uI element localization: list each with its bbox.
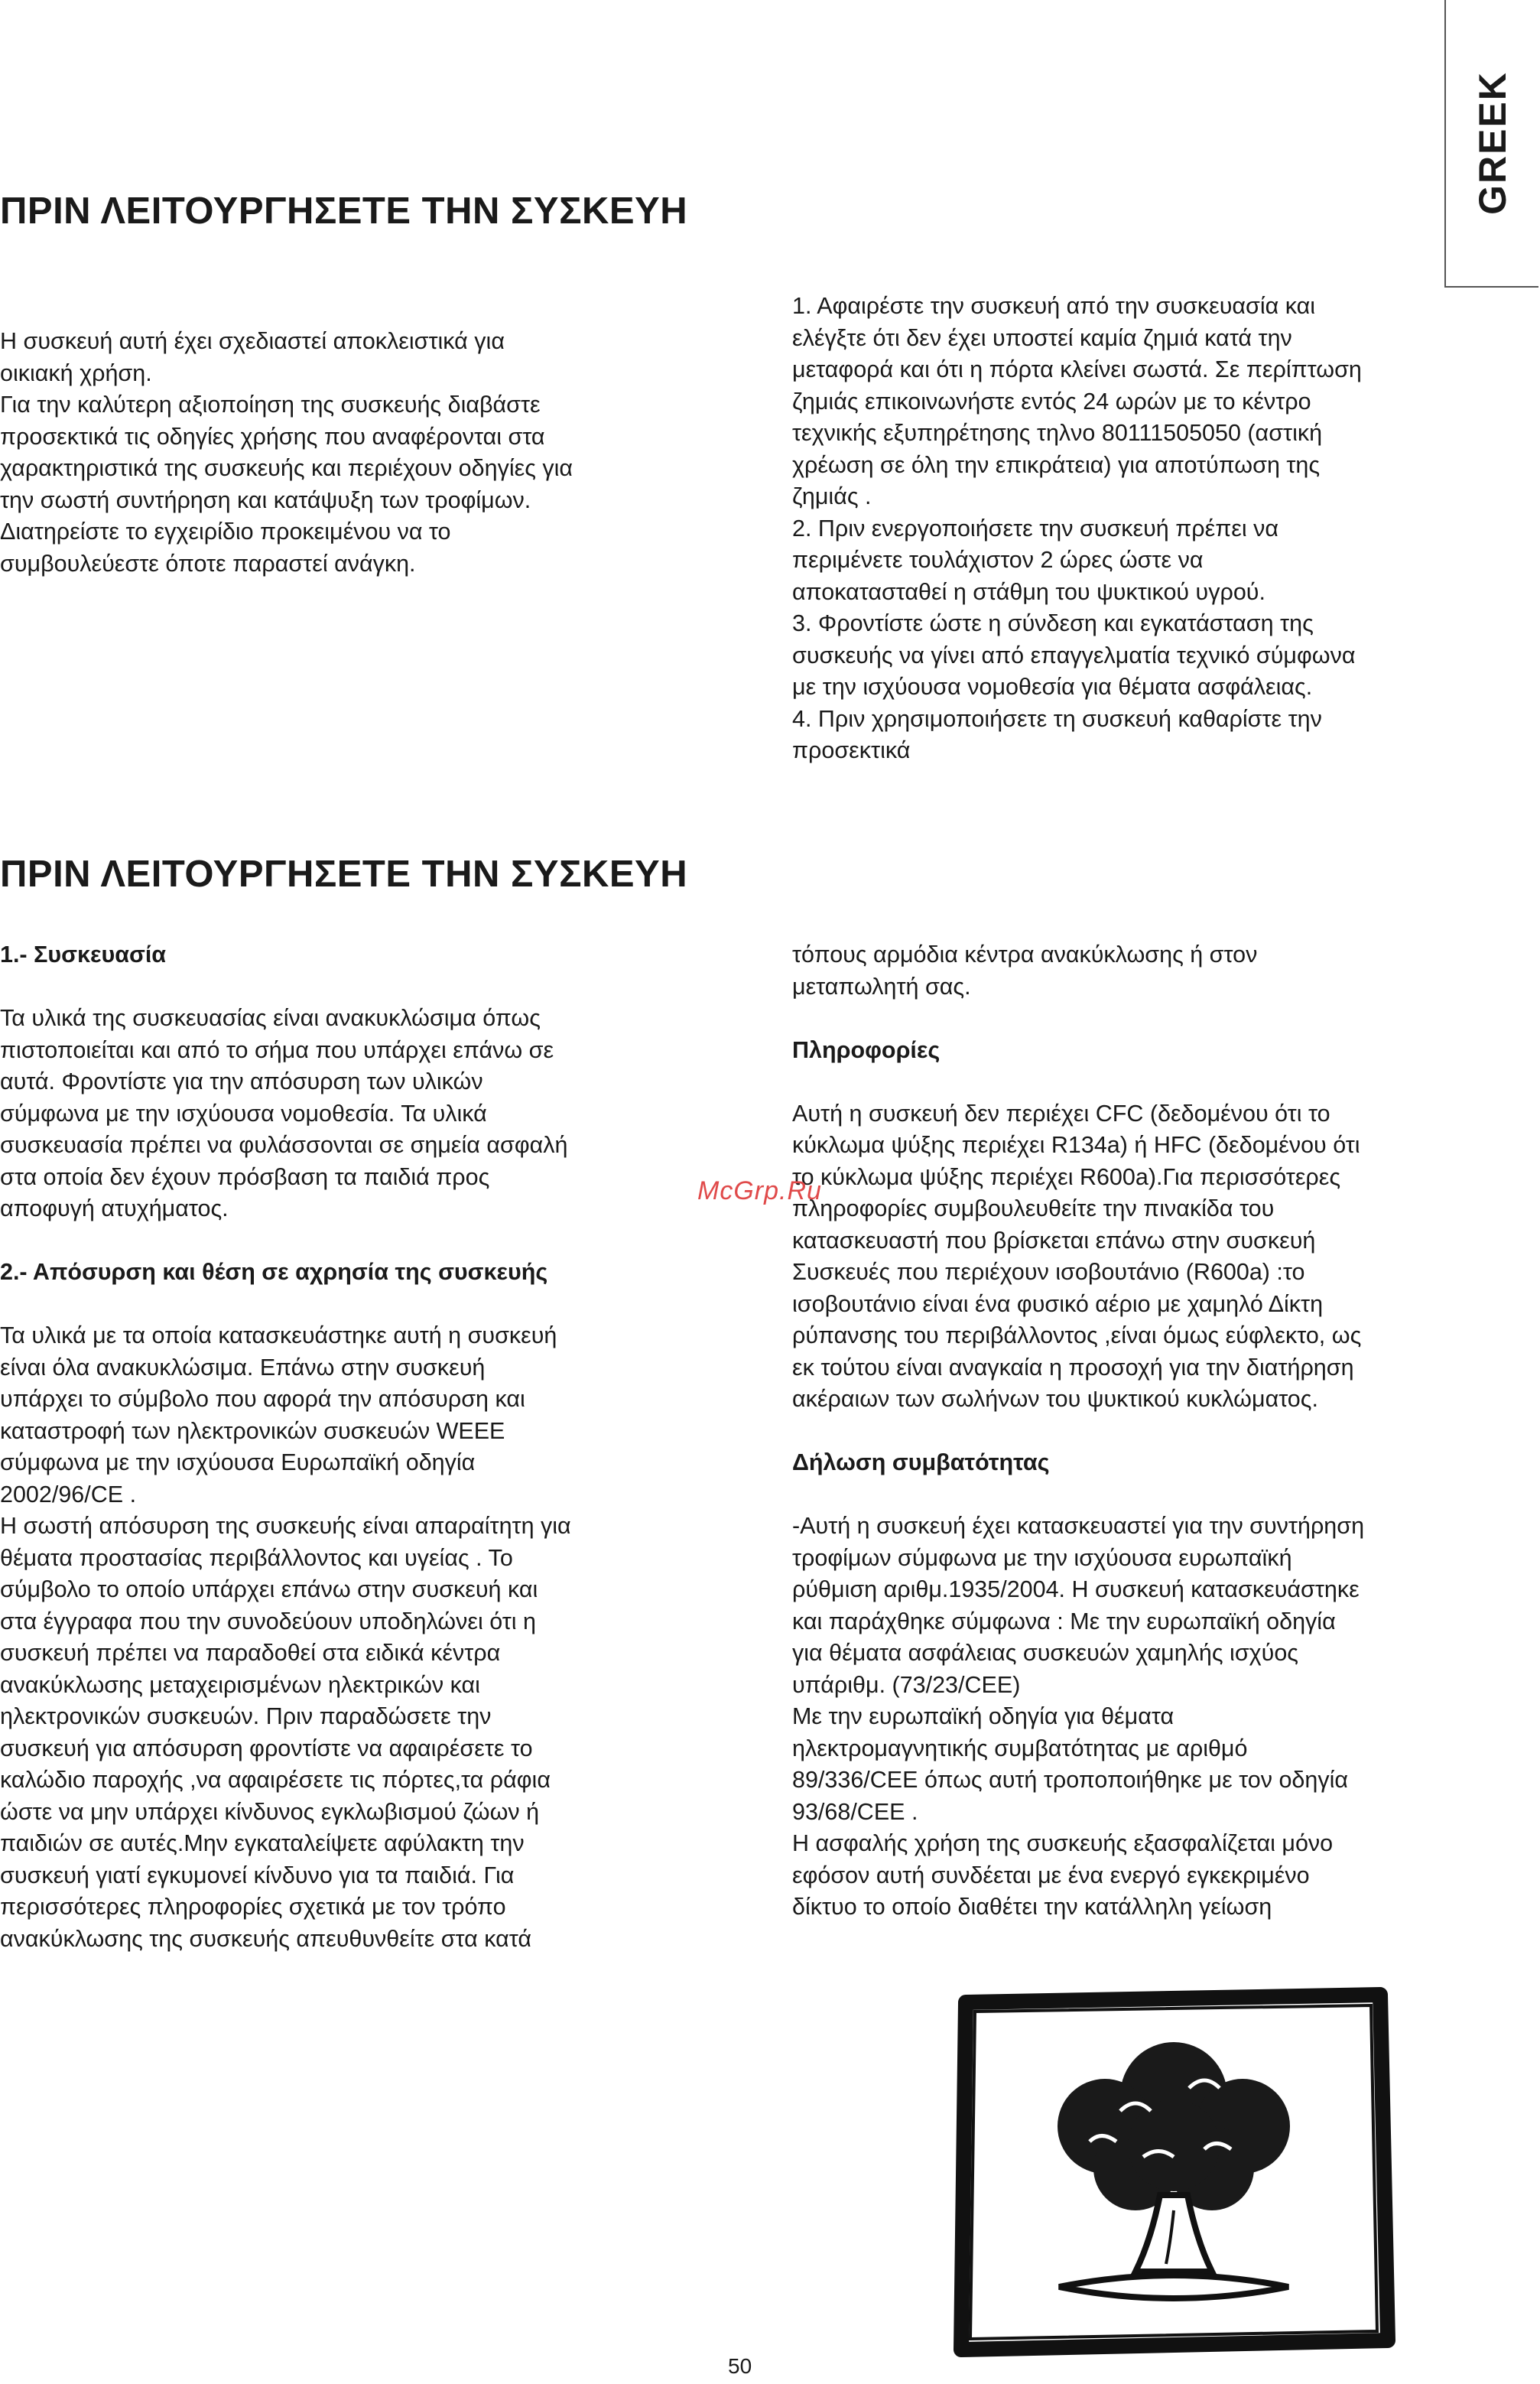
- section1-steps-text: 1. Αφαιρέστε την συσκευή από την συσκευασία και ελέγξτε ότι δεν έχει υποστεί καμία ζημιά κατά την μεταφορά και ότι η πόρτα κλείνει σωστά. Σε περίπτωση ζημιάς επικοινωνήστε εντός 24 ωρών με το κέντρο τεχνικής εξυπηρέτησης τηλνο 80111505050 (αστική χρέωση σε όλη την επικράτεια) για αποτύπωση της ζημιάς . 2. Πριν ενεργοποιήσετε την συσκευή πρέπει να περιμένετε τουλάχιστον 2 ώρες ώστε να αποκατασταθεί η στάθμη του ψυκτικού υγρού. 3. Φροντίστε ώστε η σύνδεση και εγκατάσταση της συσκευής να γίνει από επαγγελματία τεχνικό σύμφωνα με την ισχύουσα νομοθεσία για θέματα ασφάλειας. 4. Πριν χρησιμοποιήσετε τη συσκευή καθαρίστε την προσεκτικά: [792, 293, 1362, 763]
- right-intro-text: τόπους αρμόδια κέντρα ανακύκλωσης ή στον μεταπωλητή σας.: [792, 942, 1258, 1000]
- info-text: Αυτή η συσκευή δεν περιέχει CFC (δεδομένου ότι το κύκλωμα ψύξης περιέχει R134a) ή HFC (δεδομένου ότι το κύκλωμα ψύξης περιέχει R600a).Για περισσότερες πληροφορίες συμβουλευθείτε την πινακίδα του κατασκευαστή που βρίσκεται επάνω στην συσκευή Συσκευές που περιέχουν ισοβουτάνιο (R600a) :το ισοβουτάνιο είναι ένα φυσικό αέριο με χαμηλό Δίκτη ρύπανσης του περιβάλλοντος ,είναι όμως εύφλεκτο, ως εκ τούτου είναι αναγκαία η προσοχή για την διατήρηση ακέραιων των σωλήνων του ψυκτικού κυκλώματος.: [792, 1100, 1362, 1412]
- packaging-heading: 1.- Συσκευασία: [0, 942, 167, 968]
- section2-title: ΠΡΙΝ ΛΕΙΤΟΥΡΓΗΣΕΤΕ ΤΗΝ ΣΥΣΚΕΥΗ: [0, 854, 688, 895]
- compliance-text: -Αυτή η συσκευή έχει κατασκευαστεί για την συντήρηση τροφίμων σύμφωνα με την ισχύουσα ευρωπαϊκή ρύθμιση αριθμ.1935/2004. Η συσκευή κατασκευάστηκε και παράχθηκε σύμφωνα : Με την ευρωπαϊκή οδηγία για θέματα ασφάλειας συσκευών χαμηλής ισχύος υπάριθμ. (73/23/CEE) Με την ευρωπαϊκή οδηγία για θέματα ηλεκτρομαγνητικής συμβατότητας με αριθμό 89/336/CEE όπως αυτή τροποποιήθηκε με τον οδηγία 93/68/CEE . Η ασφαλής χρήση της συσκευής εξασφαλίζεται μόνο εφόσον αυτή συνδέεται με ένα ενεργό εγκεκριμένο δίκτυο το οποίο διαθέτει την κατάλληλη γείωση: [792, 1513, 1365, 1920]
- section2-left-column: [0, 939, 734, 1955]
- tree-icon: [944, 1981, 1403, 2363]
- language-tab: [1444, 0, 1538, 288]
- language-tab-label: GREEK: [1470, 71, 1514, 215]
- section1-intro-text: Η συσκευή αυτή έχει σχεδιαστεί αποκλειστικά για οικιακή χρήση. Για την καλύτερη αξιοποίηση της συσκευής διαβάστε προσεκτικά τις οδηγίες χρήσης που αναφέρονται στα χαρακτηριστικά της συσκευής και περιέχουν οδηγίες για την σωστή συντήρηση και κατάψυξη των τροφίμων. Διατηρείστε το εγχειρίδιο προκειμένου να το συμβουλεύεστε όποτε παραστεί ανάγκη.: [0, 328, 573, 577]
- watermark: McGrp.Ru: [697, 1176, 822, 1205]
- compliance-heading: Δήλωση συμβατότητας: [792, 1449, 1050, 1475]
- section1-intro: [0, 326, 734, 580]
- recycle-tree-emblem: [944, 1981, 1403, 2363]
- disposal-heading: 2.- Απόσυρση και θέση σε αχρησία της συσκευής: [0, 1259, 548, 1285]
- section1-steps: [792, 291, 1526, 767]
- section2-right-column: [792, 939, 1526, 1924]
- info-heading: Πληροφορίες: [792, 1036, 941, 1063]
- section1-title: ΠΡΙΝ ΛΕΙΤΟΥΡΓΗΣΕΤΕ ΤΗΝ ΣΥΣΚΕΥΗ: [0, 190, 688, 232]
- disposal-text: Τα υλικά με τα οποία κατασκευάστηκε αυτή η συσκευή είναι όλα ανακυκλώσιμα. Επάνω στην συσκευή υπάρχει το σύμβολο που αφορά την απόσυρση και καταστροφή των ηλεκτρονικών συσκευών WEEE σύμφωνα με την ισχύουσα Ευρωπαϊκή οδηγία 2002/96/CE . Η σωστή απόσυρση της συσκευής είναι απαραίτητη για θέματα προστασίας περιβάλλοντος και υγείας . Το σύμβολο το οποίο υπάρχει επάνω στην συσκευή και στα έγγραφα που την συνοδεύουν υποδηλώνει ότι η συσκευή πρέπει να παραδοθεί στα ειδικά κέντρα ανακύκλωσης μεταχειρισμένων ηλεκτρικών και ηλεκτρονικών συσκευών. Πριν παραδώσετε την συσκευή για απόσυρση φροντίστε να αφαιρέσετε το καλώδιο παροχής ,να αφαιρέσετε τις πόρτες,τα ράφια ώστε να μην υπάρχει κίνδυνος εγκλωβισμού ζώων ή παιδιών σε αυτές.Μην εγκαταλείψετε αφύλακτη την συσκευή γιατί εγκυμονεί κίνδυνο για τα παιδιά. Για περισσότερες πληροφορίες σχετικά με τον τρόπο ανακύκλωσης της συσκευής απευθυνθείτε στα κατά: [0, 1322, 571, 1952]
- page-number: 50: [728, 2354, 752, 2378]
- packaging-text: Τα υλικά της συσκευασίας είναι ανακυκλώσιμα όπως πιστοποιείται και από το σήμα που υπάρχει επάνω σε αυτά. Φροντίστε για την απόσυρση των υλικών σύμφωνα με την ισχύουσα νομοθεσία. Τα υλικά συσκευασία πρέπει να φυλάσσονται σε σημεία ασφαλή στα οποία δεν έχουν πρόσβαση τα παιδιά προς αποφυγή ατυχήματος.: [0, 1005, 568, 1221]
